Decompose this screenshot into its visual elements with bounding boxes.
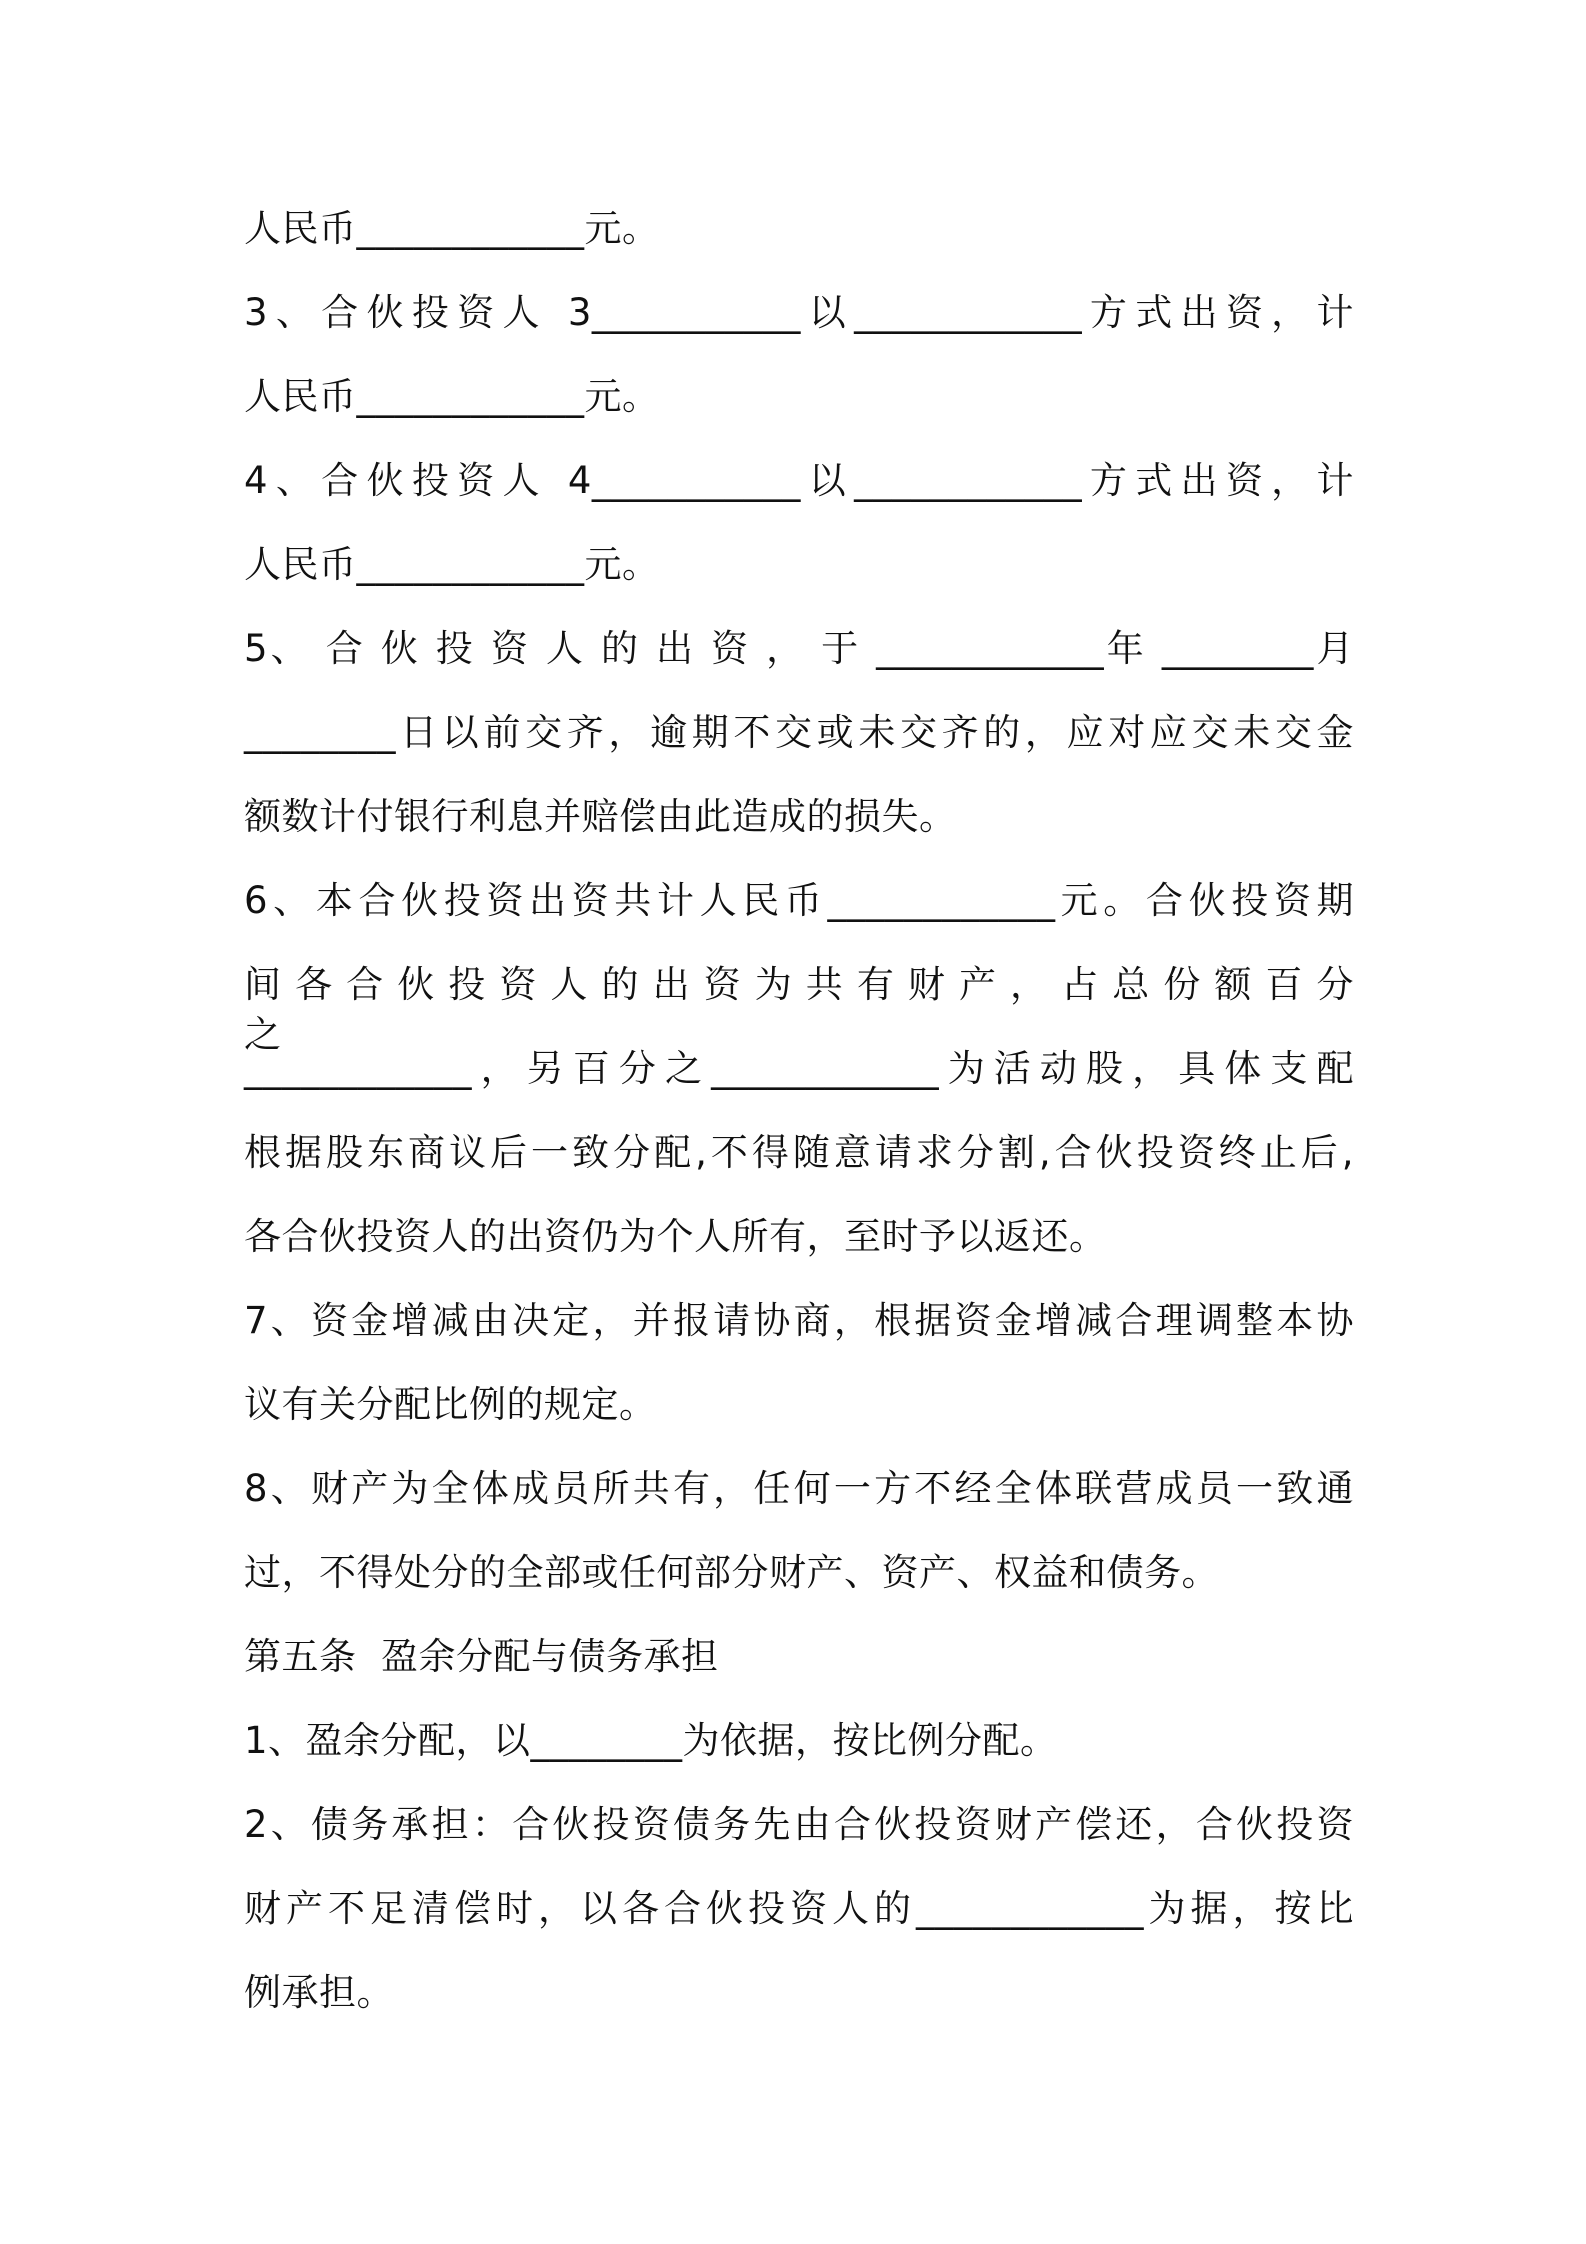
text-line: 人民币____________元。 [244,375,660,418]
text-line: 过，不得处分的全部或任何部分财产、资产、权益和债务。 [244,1551,1219,1594]
text-line: ____________，另百分之____________为活动股，具体支配 [244,1047,1354,1090]
text-line: 人民币____________元。 [244,543,660,586]
text-line: 财产不足清偿时，以各合伙投资人的____________为据，按比 [244,1887,1354,1930]
text-line: 各合伙投资人的出资仍为个人所有，至时予以返还。 [244,1215,1107,1258]
text-line: ________日以前交齐，逾期不交或未交齐的，应对应交未交金 [244,711,1354,754]
text-line: 额数计付银行利息并赔偿由此造成的损失。 [244,795,957,838]
text-line: 2、债务承担：合伙投资债务先由合伙投资财产偿还，合伙投资 [244,1803,1354,1846]
text-line: 6、本合伙投资出资共计人民币____________元。合伙投资期 [244,879,1354,922]
text-line: 1、盈余分配，以________为依据，按比例分配。 [244,1719,1058,1762]
text-line: 5、 合 伙 投 资 人 的 出 资 ， 于 ____________年 ________月 [244,627,1354,670]
section-heading: 第五条 盈余分配与债务承担 [244,1635,719,1678]
text-line: 间 各 合 伙 投 资 人 的 出 资 为 共 有 财 产 ， 占 总 份 额 百 分 之 [244,963,1354,1056]
text-line: 3、合伙投资人 3___________以____________方式出资，计 [244,291,1354,334]
text-line: 人民币____________元。 [244,207,660,250]
text-line: 议有关分配比例的规定。 [244,1383,657,1426]
text-line: 根据股东商议后一致分配,不得随意请求分割,合伙投资终止后, [244,1131,1354,1174]
text-line: 例承担。 [244,1971,394,2014]
text-line: 7、资金增减由决定，并报请协商，根据资金增减合理调整本协 [244,1299,1354,1342]
text-line: 4、合伙投资人 4___________以____________方式出资，计 [244,459,1354,502]
text-line: 8、财产为全体成员所共有，任何一方不经全体联营成员一致通 [244,1467,1354,1510]
